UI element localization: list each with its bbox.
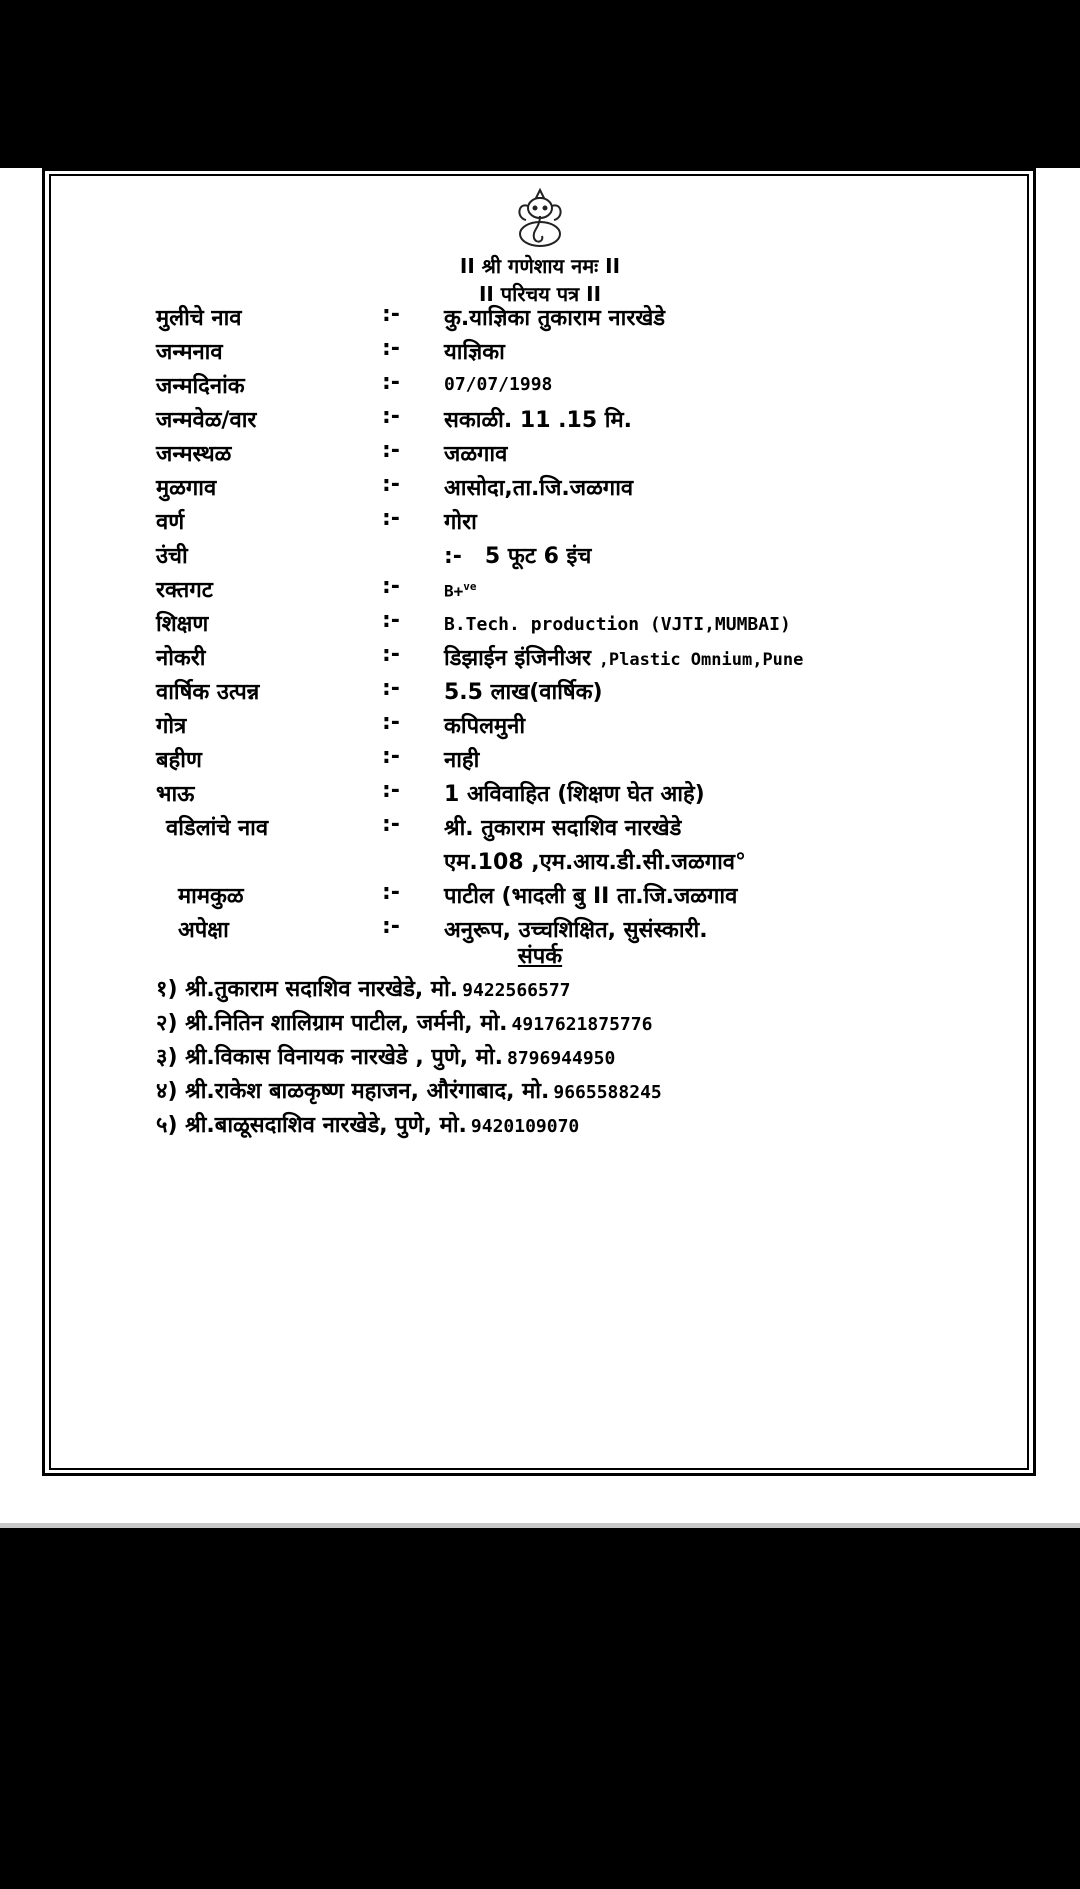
field-row <box>0 438 1080 472</box>
field-value: B.Tech. production (VJTI,MUMBAI) <box>444 614 791 635</box>
field-separator: :- <box>382 506 400 531</box>
field-label: वडिलांचे नाव <box>166 816 269 841</box>
contact-text: ३) श्री.विकास विनायक नारखेडे , पुणे, मो. <box>156 1045 503 1070</box>
field-row <box>0 676 1080 710</box>
field-value: श्री. तुकाराम सदाशिव नारखेडे <box>444 816 682 841</box>
field-label: वार्षिक उत्पन्न <box>156 680 260 705</box>
contact-text: १) श्री.तुकाराम सदाशिव नारखेडे, मो. <box>156 977 459 1002</box>
field-separator: :- <box>382 642 400 667</box>
field-label: रक्तगट <box>156 578 213 603</box>
field-value: आसोदा,ता.जि.जळगाव <box>444 476 634 501</box>
contact-phone: 8796944950 <box>506 1048 616 1069</box>
field-label: वर्ण <box>156 510 185 535</box>
contact-text: ५) श्री.बाळूसदाशिव नारखेडे, पुणे, मो. <box>156 1113 467 1138</box>
field-row <box>0 880 1080 914</box>
ganesha-icon <box>510 184 570 250</box>
field-value: 1 अविवाहित (शिक्षण घेत आहे) <box>444 782 705 807</box>
field-row <box>0 608 1080 642</box>
field-row <box>0 778 1080 812</box>
field-separator: :- <box>382 336 400 361</box>
field-value <box>444 580 477 600</box>
field-label: गोत्र <box>156 714 187 739</box>
field-separator: :- <box>382 438 400 463</box>
page-title: II परिचय पत्र II <box>478 282 602 306</box>
contact-phone: 4917621875776 <box>511 1014 653 1035</box>
field-row <box>0 540 1080 574</box>
contact-text: २) श्री.नितिन शालिग्राम पाटील, जर्मनी, मो. <box>156 1011 508 1036</box>
field-row <box>0 812 1080 846</box>
field-row <box>0 642 1080 676</box>
field-value: एम.108 ,एम.आय.डी.सी.जळगाव° <box>444 850 747 875</box>
field-label: जन्मदिनांक <box>156 374 245 399</box>
contact-phone: 9420109070 <box>470 1116 580 1137</box>
field-value <box>444 642 803 672</box>
field-row <box>0 370 1080 404</box>
field-value: गोरा <box>444 510 477 535</box>
blessing-line: II श्री गणेशाय नमः II <box>459 254 621 278</box>
contact-item <box>156 1075 662 1105</box>
field-row <box>0 744 1080 778</box>
blood-group-sign: ve <box>463 580 477 593</box>
contact-text: ४) श्री.राकेश बाळकृष्ण महाजन, औरंगाबाद, मो. <box>156 1079 550 1104</box>
field-separator: :- <box>382 710 400 735</box>
contact-item <box>156 1109 579 1139</box>
field-row <box>0 846 1080 880</box>
field-separator: :- <box>382 914 400 939</box>
field-value: अनुरूप, उच्चशिक्षित, सुसंस्कारी. <box>444 918 708 943</box>
field-value: :- 5 फूट 6 इंच <box>444 544 592 569</box>
field-label: मुळगाव <box>156 476 217 501</box>
job-title: डिझाईन इंजिनीअर <box>444 646 592 671</box>
field-separator: :- <box>382 574 400 599</box>
blood-group: B+ <box>444 581 464 601</box>
field-label: जन्मस्थळ <box>156 442 232 467</box>
contact-phone: 9422566577 <box>462 980 571 1001</box>
field-value: याज्ञिका <box>444 340 505 365</box>
field-separator: :- <box>382 744 400 769</box>
field-value: पाटील (भादली बु II ता.जि.जळगाव <box>444 884 738 909</box>
field-value: 5.5 लाख(वार्षिक) <box>444 680 603 705</box>
field-value: कपिलमुनी <box>444 714 526 739</box>
field-row <box>0 574 1080 608</box>
field-label: बहीण <box>156 748 202 773</box>
field-separator: :- <box>382 676 400 701</box>
field-row <box>0 710 1080 744</box>
field-label: मुलीचे नाव <box>156 306 242 331</box>
field-label: जन्मनाव <box>156 340 223 365</box>
field-separator: :- <box>382 472 400 497</box>
field-value: जळगाव <box>444 442 508 467</box>
contact-phone: 9665588245 <box>553 1082 662 1103</box>
field-separator: :- <box>382 302 400 327</box>
field-label: मामकुळ <box>178 884 244 909</box>
field-label: शिक्षण <box>156 612 209 637</box>
job-company: ,Plastic Omnium,Pune <box>598 650 804 670</box>
field-label: भाऊ <box>156 782 195 807</box>
contact-item <box>156 1007 652 1037</box>
field-separator: :- <box>382 608 400 633</box>
field-separator: :- <box>382 404 400 429</box>
contact-item <box>156 973 571 1003</box>
field-row <box>0 404 1080 438</box>
field-row <box>0 336 1080 370</box>
field-separator: :- <box>382 370 400 395</box>
field-label: नोकरी <box>156 646 206 671</box>
contact-item <box>156 1041 615 1071</box>
field-label: जन्मवेळ/वार <box>156 408 257 433</box>
contact-heading: संपर्क <box>517 944 563 969</box>
field-value: 07/07/1998 <box>444 374 553 395</box>
field-label: उंची <box>156 544 188 569</box>
field-value: सकाळी. 11 .15 मि. <box>444 408 633 433</box>
field-value: कु.याज्ञिका तुकाराम नारखेडे <box>444 306 666 331</box>
field-label: अपेक्षा <box>178 918 229 943</box>
field-row <box>0 472 1080 506</box>
field-separator: :- <box>382 778 400 803</box>
page-bottom-edge <box>0 1523 1080 1528</box>
field-row <box>0 302 1080 336</box>
field-row <box>0 506 1080 540</box>
field-separator: :- <box>382 812 400 837</box>
field-separator: :- <box>382 880 400 905</box>
field-value: नाही <box>444 748 480 773</box>
